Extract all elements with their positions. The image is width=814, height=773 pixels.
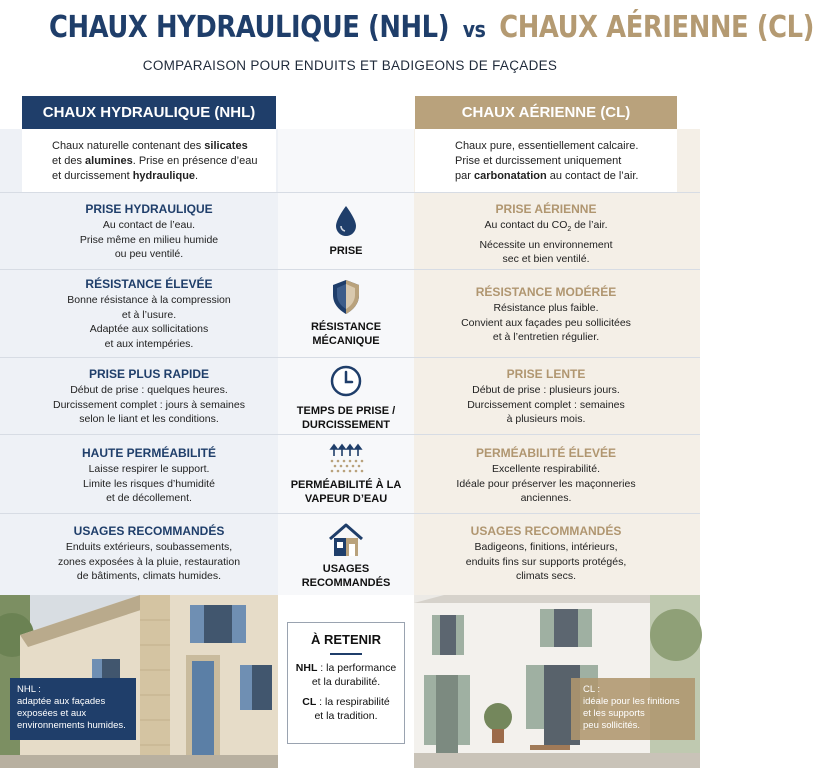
criterion-resistance — [278, 278, 414, 348]
title-nhl: CHAUX HYDRAULIQUE (NHL) — [49, 10, 450, 45]
cell-heading: HAUTE PERMÉABILITÉ — [81, 446, 216, 460]
key-takeaway-box — [287, 622, 405, 744]
note-title: CL : — [583, 684, 601, 695]
cl-permeabilite-cell — [415, 445, 677, 506]
cl-usages-cell — [415, 523, 677, 584]
cell-heading: RÉSISTANCE ÉLEVÉE — [85, 277, 213, 291]
row-divider — [0, 192, 700, 193]
cell-subscript: 2 — [567, 226, 572, 234]
cell-line: Limite les risques d’humidité — [83, 477, 215, 490]
note-line: exposées et aux — [17, 708, 87, 719]
takeaway-nhl-line2: et la durabilité. — [311, 676, 381, 688]
cell-line: Laisse respirer le support. — [88, 463, 210, 475]
intro-text: Chaux pure, essentiellement calcaire. — [455, 140, 639, 152]
cl-temps-cell — [415, 366, 677, 427]
cell-heading: PRISE LENTE — [506, 367, 586, 381]
cell-line: Début de prise : quelques heures. — [70, 384, 228, 396]
note-title: NHL : — [17, 684, 41, 695]
cell-heading: PERMÉABILITÉ ÉLEVÉE — [475, 446, 617, 460]
cell-line: à plusieurs mois. — [506, 413, 586, 425]
cell-line — [415, 218, 677, 238]
shield-icon — [330, 278, 362, 316]
cell-heading: PRISE HYDRAULIQUE — [85, 202, 213, 216]
nhl-usages-cell — [22, 523, 276, 584]
cell-line: Idéale pour préserver les maçonneries — [456, 477, 636, 490]
intro-bold: alumines — [85, 155, 133, 167]
cell-line: anciennes. — [520, 492, 572, 504]
cell-line: Résistance plus faible. — [493, 302, 599, 314]
intro-text: et des — [52, 155, 86, 167]
cell-text: Au contact du CO — [484, 219, 568, 231]
cell-line: ou peu ventilé. — [114, 248, 184, 260]
cell-line: Badigeons, finitions, intérieurs, — [474, 541, 618, 553]
header — [0, 0, 814, 92]
intro-bold: carbonatation — [473, 170, 547, 182]
criterion-temps — [278, 364, 414, 432]
takeaway-key: CL — [302, 696, 317, 708]
note-line: peu sollicités. — [583, 720, 641, 731]
row-divider — [0, 513, 700, 514]
page-title — [49, 10, 814, 45]
cell-line: Enduits extérieurs, soubassements, — [65, 541, 233, 553]
row-divider — [0, 357, 700, 358]
cl-resistance-cell — [415, 284, 677, 345]
cell-line: selon le liant et les conditions. — [79, 413, 219, 425]
criterion-usages — [278, 522, 414, 590]
cell-line: Bonne résistance à la compression — [67, 294, 231, 306]
nhl-note — [10, 678, 136, 740]
cell-line: enduits fins sur supports protégés, — [465, 555, 627, 568]
takeaway-text: : la respirabilité — [316, 696, 390, 708]
takeaway-text: : la performance — [317, 662, 397, 674]
cl-note — [571, 678, 695, 740]
cell-line: Durcissement complet : jours à semaines — [53, 398, 245, 411]
title-vs: vs — [462, 18, 486, 43]
cell-line: Convient aux façades peu sollicitées — [461, 316, 631, 329]
criterion-label: RÉSISTANCE MÉCANIQUE — [310, 321, 382, 347]
nhl-prise-cell — [22, 201, 276, 262]
cell-line: climats secs. — [515, 570, 577, 582]
cell-line: et à l’entretien régulier. — [492, 331, 600, 343]
nhl-permeabilite-cell — [22, 445, 276, 506]
cell-heading: USAGES RECOMMANDÉS — [73, 524, 225, 538]
intro-text: Prise et durcissement uniquement — [455, 155, 622, 167]
intro-text: et durcissement — [52, 170, 133, 182]
takeaway-key: NHL — [295, 662, 318, 674]
cell-line: et de décollement. — [106, 492, 192, 504]
cell-line: Début de prise : plusieurs jours. — [472, 384, 620, 396]
criterion-label: USAGES RECOMMANDÉS — [301, 563, 391, 589]
cl-prise-cell — [415, 201, 677, 267]
cell-line: Durcissement complet : semaines — [467, 398, 625, 411]
cell-line: Prise même en milieu humide — [79, 233, 219, 246]
takeaway-cl-line2: et la tradition. — [314, 710, 378, 722]
intro-text: . — [195, 170, 199, 182]
intro-text: . Prise en présence d’eau — [132, 155, 258, 167]
page-subtitle: COMPARAISON POUR ENDUITS ET BADIGEONS DE FAÇADES — [142, 58, 558, 73]
note-line: et les supports — [583, 708, 645, 719]
intro-text: par — [455, 170, 474, 182]
nhl-temps-cell — [22, 366, 276, 427]
cl-column-header: CHAUX AÉRIENNE (CL) — [415, 96, 677, 129]
nhl-column-header: CHAUX HYDRAULIQUE (NHL) — [22, 96, 276, 129]
cell-line: Excellente respirabilité. — [492, 463, 600, 475]
house-icon — [327, 522, 365, 558]
takeaway-divider — [330, 653, 362, 655]
cell-line: Adaptée aux sollicitations — [89, 323, 209, 335]
vapor-icon — [326, 442, 366, 474]
intro-bold: silicates — [204, 140, 248, 152]
cell-line: de bâtiments, climats humides. — [76, 570, 222, 582]
note-line: adaptée aux façades — [17, 696, 106, 707]
intro-bold: hydraulique — [132, 170, 196, 182]
criterion-label: PRISE — [329, 245, 363, 257]
title-cl: CHAUX AÉRIENNE (CL) — [499, 10, 814, 45]
cell-line: Au contact de l’eau. — [102, 219, 196, 231]
cell-line: et à l’usure. — [121, 308, 177, 321]
cl-intro — [415, 129, 677, 192]
intro-text: au contact de l’air. — [546, 170, 639, 182]
criterion-permeabilite — [278, 442, 414, 506]
cell-text: de l’air. — [571, 219, 608, 231]
note-line: environnements humides. — [17, 720, 126, 731]
note-line: idéale pour les finitions — [583, 696, 680, 707]
cell-line: et aux intempéries. — [104, 337, 194, 350]
takeaway-title: À RETENIR — [310, 632, 382, 647]
clock-icon — [329, 364, 363, 398]
water-drop-icon — [333, 204, 359, 238]
criterion-prise — [278, 204, 414, 258]
nhl-intro — [22, 129, 276, 192]
cell-line: zones exposées à la pluie, restauration — [57, 555, 241, 568]
cell-heading: PRISE PLUS RAPIDE — [88, 367, 210, 381]
cell-line: sec et bien ventilé. — [502, 253, 590, 266]
criterion-label: PERMÉABILITÉ À LA VAPEUR D’EAU — [290, 479, 402, 505]
takeaway-cl-line1 — [288, 695, 404, 709]
criterion-label: TEMPS DE PRISE / DURCISSEMENT — [296, 405, 396, 431]
cell-heading: PRISE AÉRIENNE — [495, 202, 597, 216]
row-divider — [0, 434, 700, 435]
cell-line: Nécessite un environnement — [479, 238, 613, 251]
cell-heading: USAGES RECOMMANDÉS — [470, 524, 622, 538]
row-divider — [0, 269, 700, 270]
nhl-resistance-cell — [22, 276, 276, 351]
intro-text: Chaux naturelle contenant des — [52, 140, 205, 152]
cell-heading: RÉSISTANCE MODÉRÉE — [475, 285, 617, 299]
takeaway-nhl-line1 — [288, 661, 404, 675]
